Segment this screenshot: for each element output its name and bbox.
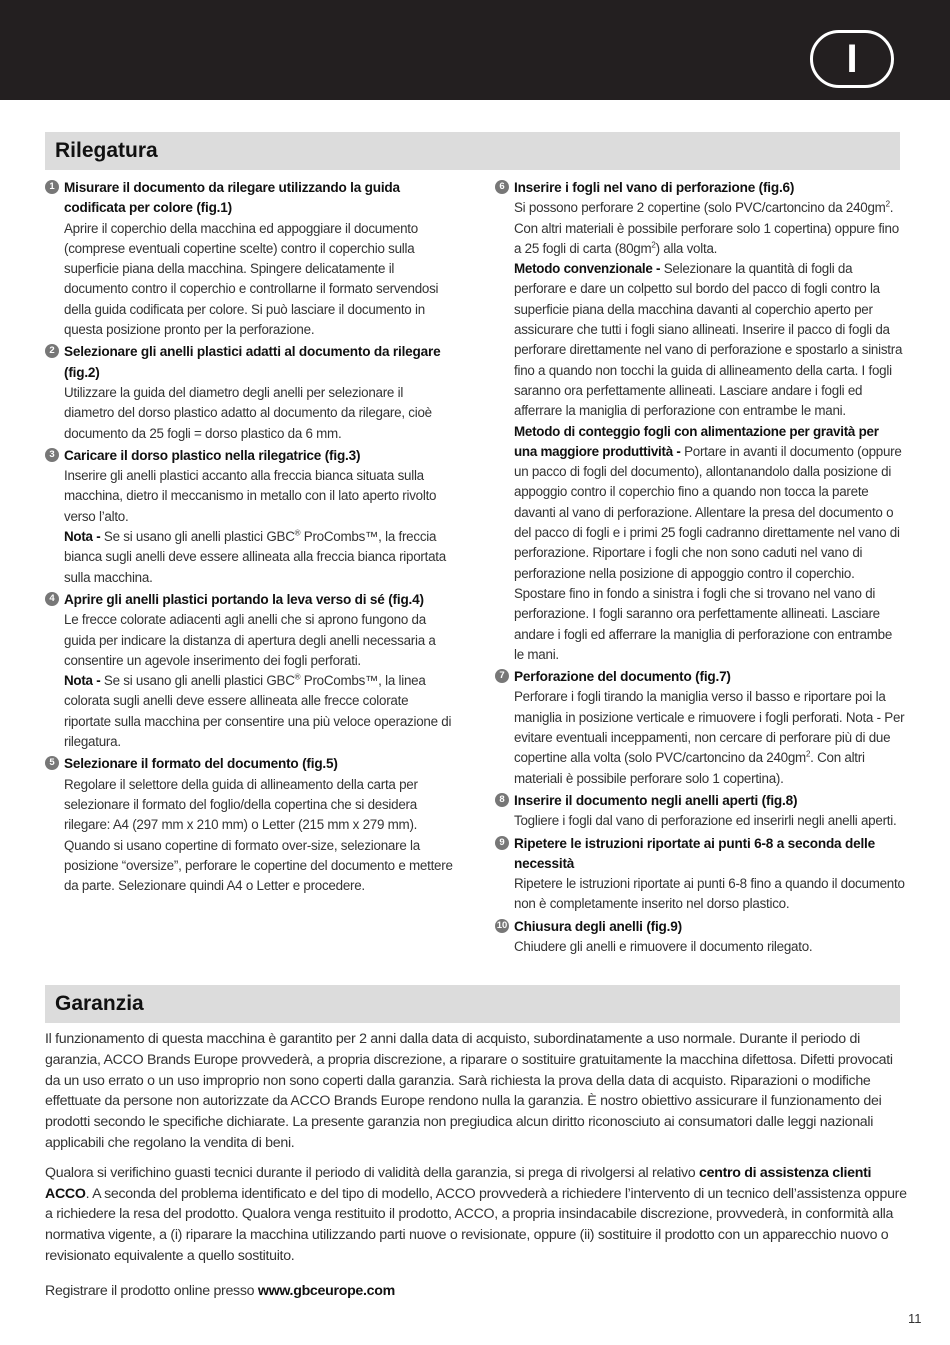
registration-paragraph — [45, 1281, 910, 1302]
rilegatura-title: Rilegatura — [55, 139, 158, 162]
rilegatura-header — [45, 132, 900, 170]
left-column — [45, 178, 455, 898]
paragraph-text: Registrare il prodotto online presso — [45, 1282, 258, 1299]
page-number: 11 — [908, 1311, 922, 1326]
body-text: . Con altri materiali è possibile perforare solo 1 copertina). — [514, 750, 865, 786]
header-bar — [0, 0, 950, 100]
superscript: 2 — [805, 749, 811, 759]
step-title: Inserire i fogli nel vano di perforazione (fig.6) — [514, 180, 795, 195]
step-number: 10 — [496, 919, 508, 931]
step-number: 2 — [45, 344, 59, 358]
garanzia-header — [45, 985, 900, 1023]
garanzia-paragraph: Il funzionamento di questa macchina è garantito per 2 anni dalla data di acquisto, subordinatamente a uso normale. Durante il periodo di garanzia, ACCO Brands Europe provvederà, a propria discrezione, a riparare o sostituire gratuitamente la macchina difettosa. Difetti provocati da un uso errato o un uso improprio non sono coperti dalla garanzia. Sarà richiesta la prova della data di acquisto. Riparazioni o modifiche effettuate da persone non autorizzate da ACCO Brands Europe rendono nulla la garanzia. È nostro obiettivo assicurare il funzionamento dei prodotti secondo le specifiche dichiarate. La presente garanzia non pregiudica alcun diritto riconosciuto ai consumatori dalle leggi nazionali applicabili che regolano la vendita di beni. — [45, 1031, 893, 1151]
step-body: Inserire gli anelli plastici accanto alla freccia bianca situata sulla macchina, dietro il meccanismo in metallo con il lato aperto rivolto verso l’alto. — [64, 468, 437, 524]
garanzia-title: Garanzia — [55, 992, 144, 1015]
step-number: 8 — [495, 793, 509, 807]
body-text: Si possono perforare 2 copertine (solo PVC/cartoncino da 240gm — [514, 200, 886, 216]
step-6 — [495, 178, 905, 665]
step-body: Ripetere le istruzioni riportate ai punti 6-8 fino a quando il documento non è completamente inserito nel dorso plastico. — [514, 876, 905, 912]
step-title: Perforazione del documento (fig.7) — [514, 669, 731, 685]
step-3 — [45, 446, 455, 588]
step-number: 9 — [495, 836, 509, 850]
step-title: Selezionare gli anelli plastici adatti al documento da rilegare (fig.2) — [64, 344, 441, 380]
step-note — [64, 527, 455, 588]
note-text: ProCombs™, la linea colorata sugli anelli deve essere allineata alle frecce colorate riportate sulla macchina per consentire una più veloce operazione di rilegatura. — [64, 673, 452, 750]
method-label: Metodo convenzionale - — [514, 261, 661, 277]
method-label: Metodo di conteggio fogli con alimentazione per gravità per una maggiore produttività - — [514, 423, 879, 459]
step-body: Regolare il selettore della guida di allineamento della carta per selezionare il formato del foglio/della copertina che si desidera rilegare: A4 (297 mm x 210 mm) o Letter (215 mm x 279 mm). Quando si usano copertine di formato over-size, selezionare la posizione “oversize”, perforare le copertine del documento e mettere da parte. Selezionare quindi A4 o Letter e procedere. — [64, 776, 453, 894]
method-text: Portare in avanti il documento (oppure un pacco di fogli del documento), allontanandolo dalla posizione di appoggio contro il coperchio fino a quando non tocca la parete davanti al vano di perforazione. Allentare la presa del documento o del pacco di fogli e i primi 25 fogli cadranno direttamente nel vano di perforazione. Riportare i fogli che non sono caduti nel vano di perforazione nella posizione di appoggio contro il coperchio. Spostare fino in fondo a sinistra i fogli che si trovano nel vano di perforazione. I fogli saranno ora perfettamente allineati. Lasciare andare i fogli ed afferrare la maniglia di perforazione con entrambe le mani. — [514, 443, 902, 662]
method-conventional — [514, 259, 905, 421]
step-body: Aprire il coperchio della macchina ed appoggiare il documento (comprese eventuali copertine scelte) contro il coperchio sulla superficie piana della macchina. Spingere delicatamente il documento contro il coperchio e controllarne il formato servendosi della guida codificata per colore. Si può lasciare il documento in questa posizione pronto per la perforazione. — [64, 220, 439, 338]
body-text: ) alla volta. — [655, 240, 718, 256]
paragraph-text: . A seconda del problema identificato e del tipo di modello, ACCO provvederà a richiedere l’intervento di un tecnico dell’assistenza oppure a richiedere la resa del prodotto. Qualora venga restituito il prodotto, ACCO, a propria insindacabile discrezione, provvederà, in conformità alla normativa vigente, a (i) riparare la macchina utilizzando parti nuove o revisionate, oppure (ii) sostituire il prodotto con un apparecchio nuovo o revisionato equivalente a quello sostituito. — [45, 1185, 907, 1264]
superscript: 2 — [651, 240, 656, 250]
step-2 — [45, 342, 455, 443]
method-text: Selezionare la quantità di fogli da perforare e dare un colpetto sul bordo del pacco di fogli contro la superficie piana della macchina davanti al coperchio aperto per assicurare che tutti i fogli siano allineati. Inserire il pacco di fogli da perforare direttamente nel vano di perforazione e spostarlo a sinistra fino a quando non tocchi la guida di allineamento della carta. I fogli saranno ora perfettamente allineati. Lasciare andare i fogli ed afferrare la maniglia di perforazione con entrambe le mani. — [514, 261, 903, 419]
body-text: . Con altri materiali è possibile perforare solo 1 copertina) oppure fino a 25 fogli di carta (80gm — [514, 200, 899, 256]
step-number: 7 — [495, 669, 509, 683]
step-note — [64, 671, 455, 752]
superscript: 2 — [885, 199, 890, 209]
registered-mark: ® — [294, 528, 301, 538]
step-1 — [45, 178, 455, 340]
step-number: 1 — [45, 180, 59, 194]
step-title: Ripetere le istruzioni riportate ai punti 6-8 a seconda delle necessità — [514, 835, 875, 871]
note-label: Nota - — [64, 529, 101, 545]
note-text: Se si usano gli anelli plastici GBC — [103, 529, 295, 545]
note-text: Se si usano gli anelli plastici GBC — [103, 673, 295, 689]
garanzia-paragraph — [45, 1163, 910, 1267]
step-body — [514, 687, 905, 788]
step-9 — [495, 834, 905, 915]
step-body: Utilizzare la guida del diametro degli anelli per selezionare il diametro del dorso plastico adatto al documento da rilegare, cioè documento da 25 fogli = dorso plastico da 6 mm. — [64, 384, 432, 441]
note-label: Nota - — [64, 673, 101, 689]
note-text: ProCombs™, la freccia bianca sugli anelli deve essere allineata alla freccia bianca riportata sulla macchina. — [64, 529, 446, 585]
right-column — [495, 178, 905, 959]
method-gravity — [514, 422, 905, 666]
paragraph-text: Qualora si verifichino guasti tecnici durante il periodo di validità della garanzia, si prega di rivolgersi al relativo — [45, 1164, 700, 1181]
step-body: Togliere i fogli dal vano di perforazione ed inserirli negli anelli aperti. — [514, 813, 897, 829]
language-badge: I — [810, 30, 894, 88]
step-4 — [45, 590, 455, 752]
body-text: Perforare i fogli tirando la maniglia verso il basso e riportare poi la maniglia in posizione verticale e rimuovere i fogli perforati. Nota - Per evitare eventuali inceppamenti, non cercare di perforare più di due copertine alla volta (solo PVC/cartoncino da 240gm — [514, 689, 905, 766]
step-body — [514, 198, 905, 259]
step-title: Misurare il documento da rilegare utilizzando la guida codificata per colore (fig.1) — [64, 180, 400, 216]
step-title: Inserire il documento negli anelli aperti (fig.8) — [514, 792, 798, 808]
website-link[interactable]: www.gbceurope.com — [257, 1282, 395, 1299]
garanzia-body — [45, 1029, 910, 1311]
step-number: 4 — [45, 592, 59, 606]
step-title: Aprire gli anelli plastici portando la leva verso di sé (fig.4) — [64, 591, 424, 607]
assistance-center-label: centro di assistenza clienti ACCO — [45, 1164, 872, 1202]
step-5 — [45, 754, 455, 896]
step-number: 6 — [495, 180, 509, 194]
step-title: Chiusura degli anelli (fig.9) — [514, 918, 682, 934]
step-title: Caricare il dorso plastico nella rilegatrice (fig.3) — [64, 447, 361, 463]
registered-mark: ® — [294, 672, 301, 682]
step-title: Selezionare il formato del documento (fig.5) — [64, 756, 338, 772]
step-7 — [495, 667, 905, 789]
step-number: 5 — [45, 756, 59, 770]
step-body: Le frecce colorate adiacenti agli anelli che si aprono fungono da guida per indicare la distanza di apertura degli anelli necessaria a consentire un agevole inserimento dei fogli perforati. — [64, 612, 436, 668]
step-8 — [495, 791, 905, 832]
step-number: 3 — [45, 448, 59, 462]
step-body: Chiudere gli anelli e rimuovere il documento rilegato. — [514, 938, 813, 954]
step-10 — [495, 917, 905, 958]
